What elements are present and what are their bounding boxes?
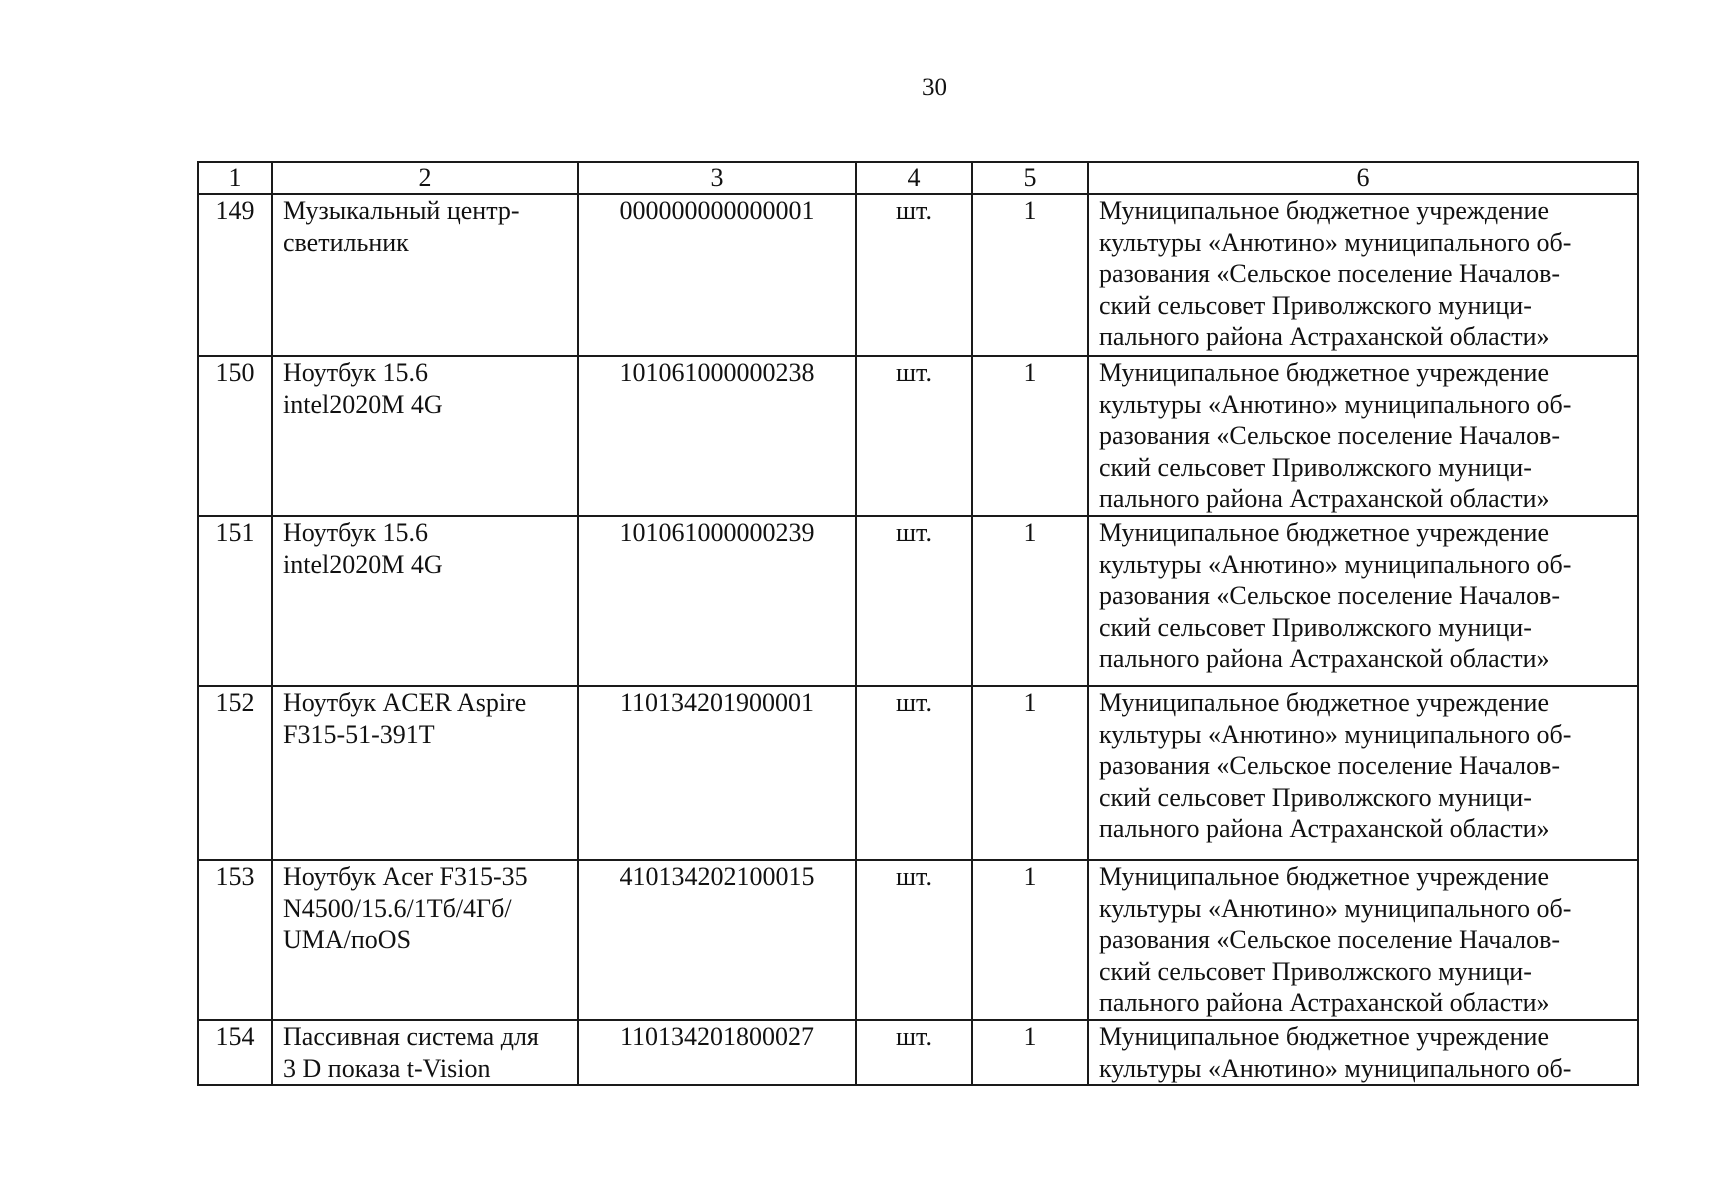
- table-row: [198, 1020, 1638, 1085]
- row-number: 153: [198, 860, 272, 1020]
- organization-line: ский сельсовет Приволжского муници-: [1099, 290, 1532, 320]
- row-number: 150: [198, 356, 272, 516]
- unit: шт.: [856, 516, 972, 686]
- item-name-line: Ноутбук Acer F315-35: [283, 862, 528, 891]
- column-header: 4: [856, 162, 972, 194]
- table-row: [198, 516, 1638, 686]
- inventory-code: 110134201800027: [578, 1020, 856, 1085]
- table-row: [198, 686, 1638, 860]
- organization-line: разования «Сельское поселение Началов-: [1099, 259, 1561, 288]
- item-name-line: Ноутбук 15.6: [283, 518, 429, 547]
- row-number: 152: [198, 686, 272, 860]
- quantity: 1: [972, 860, 1088, 1020]
- column-header: 6: [1088, 162, 1638, 194]
- quantity: 1: [972, 1020, 1088, 1085]
- item-name-line: Музыкальный центр-: [283, 196, 520, 225]
- column-header: 3: [578, 162, 856, 194]
- quantity: 1: [972, 516, 1088, 686]
- organization-line: пального района Астраханской области»: [1099, 814, 1550, 843]
- organization: [1088, 686, 1638, 860]
- organization-line: ский сельсовет Приволжского муници-: [1099, 612, 1532, 642]
- item-name-line: Ноутбук ACER Aspire: [283, 688, 527, 717]
- organization-line: ский сельсовет Приволжского муници-: [1099, 782, 1532, 812]
- table-row: [198, 860, 1638, 1020]
- organization-line: пального района Астраханской области»: [1099, 484, 1550, 513]
- organization: [1088, 194, 1638, 356]
- item-name-line: F315-51-391T: [283, 719, 435, 749]
- item-name: [272, 516, 578, 686]
- organization-line: пального района Астраханской области»: [1099, 988, 1550, 1017]
- item-name-line: 3 D показа t-Vision: [283, 1053, 491, 1083]
- page-number: 30: [922, 74, 947, 101]
- item-name-line: светильник: [283, 227, 409, 257]
- unit: шт.: [856, 356, 972, 516]
- organization-line: Муниципальное бюджетное учреждение: [1099, 862, 1549, 891]
- organization-line: культуры «Анютино» муниципального об-: [1099, 389, 1572, 419]
- item-name-line: UMA/поOS: [283, 925, 412, 954]
- organization-line: Муниципальное бюджетное учреждение: [1099, 518, 1549, 547]
- table-header-row: [198, 162, 1638, 194]
- unit: шт.: [856, 686, 972, 860]
- organization: [1088, 516, 1638, 686]
- item-name: [272, 356, 578, 516]
- organization-line: разования «Сельское поселение Началов-: [1099, 421, 1561, 450]
- organization-line: культуры «Анютино» муниципального об-: [1099, 1053, 1572, 1083]
- unit: шт.: [856, 860, 972, 1020]
- item-name-line: Ноутбук 15.6: [283, 358, 429, 387]
- organization-line: Муниципальное бюджетное учреждение: [1099, 688, 1549, 717]
- organization: [1088, 1020, 1638, 1085]
- row-number: 149: [198, 194, 272, 356]
- organization-line: ский сельсовет Приволжского муници-: [1099, 452, 1532, 482]
- inventory-code: 000000000000001: [578, 194, 856, 356]
- table-row: [198, 356, 1638, 516]
- inventory-code: 110134201900001: [578, 686, 856, 860]
- organization-line: разования «Сельское поселение Началов-: [1099, 581, 1561, 610]
- column-header: 5: [972, 162, 1088, 194]
- organization: [1088, 860, 1638, 1020]
- organization-line: культуры «Анютино» муниципального об-: [1099, 719, 1572, 749]
- organization-line: культуры «Анютино» муниципального об-: [1099, 549, 1572, 579]
- organization-line: ский сельсовет Приволжского муници-: [1099, 956, 1532, 986]
- table-row: [198, 194, 1638, 356]
- organization-line: пального района Астраханской области»: [1099, 322, 1550, 351]
- unit: шт.: [856, 1020, 972, 1085]
- column-header: 2: [272, 162, 578, 194]
- organization-line: культуры «Анютино» муниципального об-: [1099, 227, 1572, 257]
- organization-line: Муниципальное бюджетное учреждение: [1099, 1022, 1549, 1051]
- inventory-table: [197, 161, 1639, 1086]
- row-number: 154: [198, 1020, 272, 1085]
- inventory-code: 101061000000238: [578, 356, 856, 516]
- item-name-line: intel2020M 4G: [283, 549, 443, 579]
- quantity: 1: [972, 194, 1088, 356]
- inventory-code: 410134202100015: [578, 860, 856, 1020]
- item-name-line: Пассивная система для: [283, 1022, 539, 1051]
- item-name: [272, 194, 578, 356]
- organization-line: Муниципальное бюджетное учреждение: [1099, 358, 1549, 387]
- column-header: 1: [198, 162, 272, 194]
- organization: [1088, 356, 1638, 516]
- inventory-code: 101061000000239: [578, 516, 856, 686]
- item-name-line: intel2020M 4G: [283, 389, 443, 419]
- item-name-line: N4500/15.6/1Тб/4Гб/: [283, 893, 512, 923]
- item-name: [272, 686, 578, 860]
- organization-line: культуры «Анютино» муниципального об-: [1099, 893, 1572, 923]
- item-name: [272, 1020, 578, 1085]
- organization-line: разования «Сельское поселение Началов-: [1099, 751, 1561, 780]
- organization-line: разования «Сельское поселение Началов-: [1099, 925, 1561, 954]
- organization-line: пального района Астраханской области»: [1099, 644, 1550, 673]
- organization-line: Муниципальное бюджетное учреждение: [1099, 196, 1549, 225]
- item-name: [272, 860, 578, 1020]
- row-number: 151: [198, 516, 272, 686]
- quantity: 1: [972, 686, 1088, 860]
- quantity: 1: [972, 356, 1088, 516]
- unit: шт.: [856, 194, 972, 356]
